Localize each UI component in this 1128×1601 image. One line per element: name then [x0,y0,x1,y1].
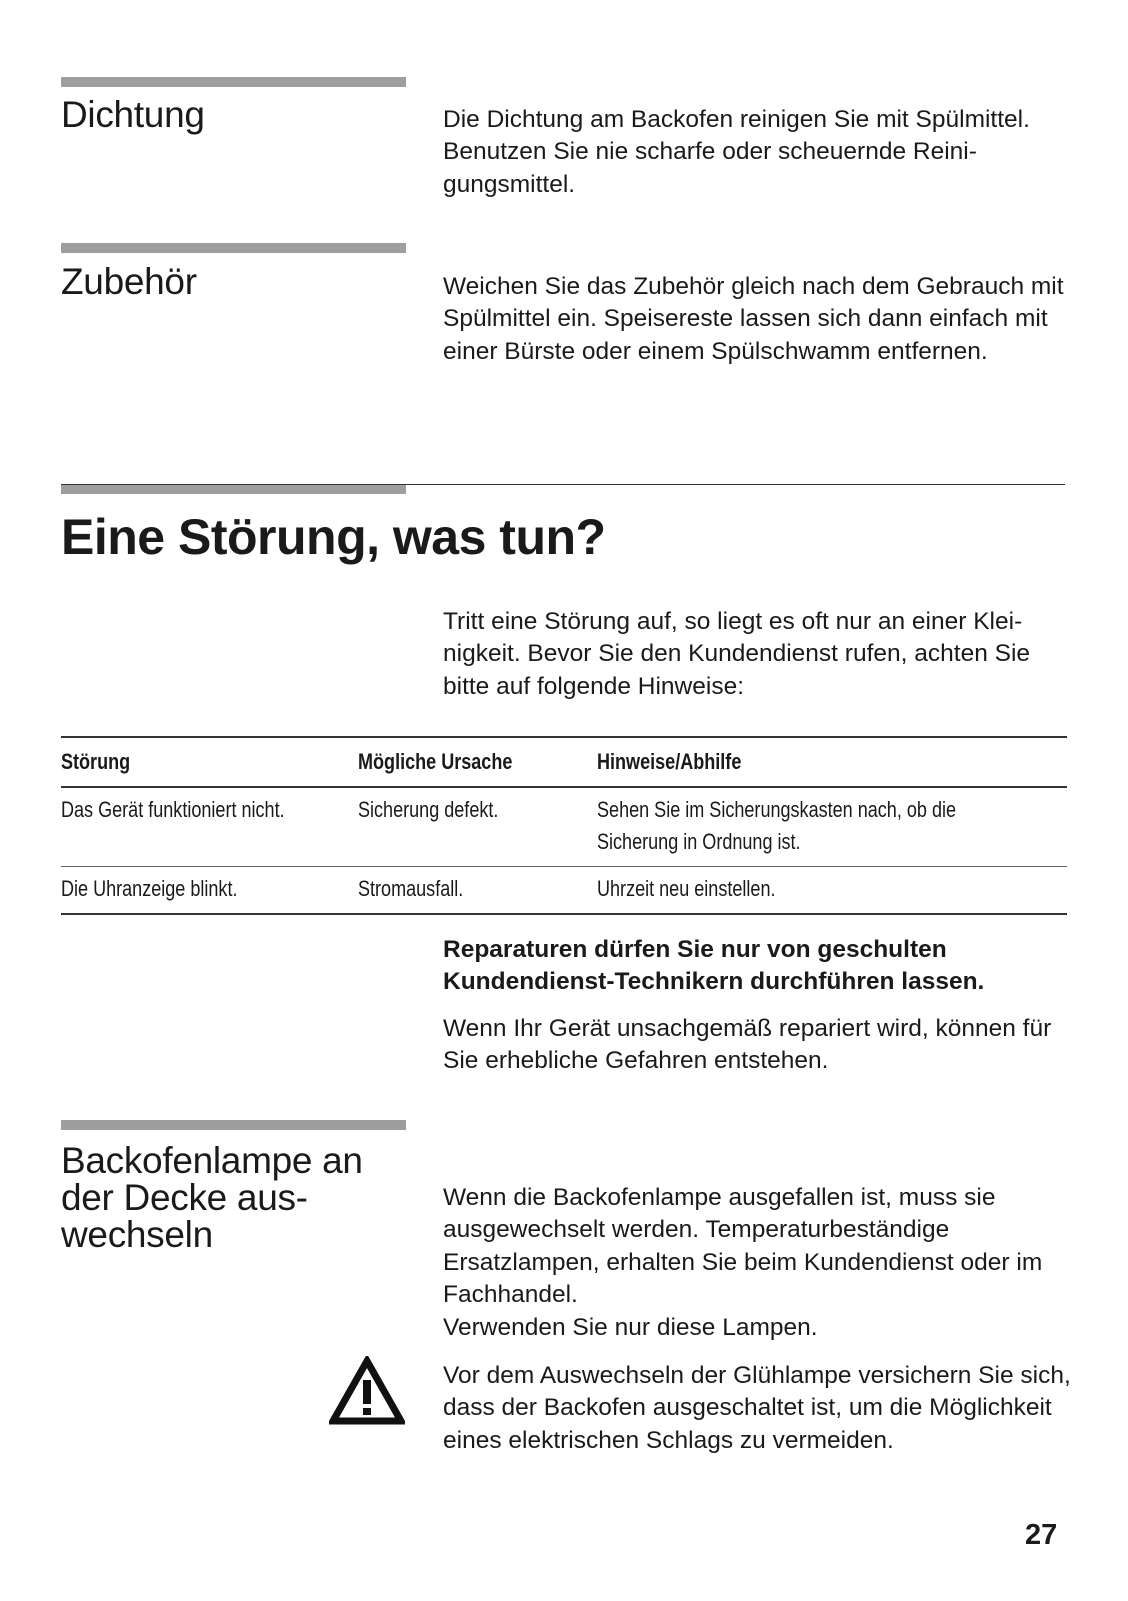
table-header-row [61,737,1067,787]
section-bar-zubehoer [61,243,406,253]
warning-triangle-icon [329,1356,405,1426]
section-body-dichtung: Die Dichtung am Backofen reinigen Sie mit Spülmittel. Benutzen Sie nie scharfe oder scheuernde Reini-gungsmittel. [443,106,1030,198]
section-body-lampe-note: Verwenden Sie nur diese Lampen. [443,1314,818,1341]
page-number: 27 [1025,1519,1058,1551]
section-bar-dichtung [61,77,406,87]
table-cell: Uhrzeit neu einstellen. [597,867,1067,915]
table-row [61,867,1067,915]
stoerung-intro: Tritt eine Störung auf, so liegt es oft nur an einer Klei-nigkeit. Bevor Sie den Kundendienst rufen, achten Sie bitte auf folgende Hinweise: [443,608,1031,700]
section-body-lampe: Wenn die Backofenlampe ausgefallen ist, muss sie ausgewechselt werden. Temperaturbeständige Ersatzlampen, erhalten Sie beim Kundendienst oder im Fachhandel. [443,1184,1043,1309]
troubleshooting-table [61,736,1067,915]
table-cell: Die Uhranzeige blinkt. [61,867,358,915]
repair-warning-text: Wenn Ihr Gerät unsachgemäß repariert wird, können für Sie erhebliche Gefahren entstehen. [443,1015,1052,1075]
table-header-cell: Mögliche Ursache [358,737,597,787]
chapter-title: Eine Störung, was tun? [61,509,606,565]
table-header-cell: Störung [61,737,358,787]
table-cell: Das Gerät funktioniert nicht. [61,787,358,867]
section-title-dichtung: Dichtung [61,94,205,135]
table-cell: Stromausfall. [358,867,597,915]
section-bar-lampe [61,1120,406,1130]
repair-warning-bold: Reparaturen dürfen Sie nur von geschulten Kundendienst-Technikern durchführen lassen. [443,936,985,996]
section-title-zubehoer: Zubehör [61,261,197,302]
section-title-lampe-line: wechseln [61,1214,213,1255]
table-cell: Sehen Sie im Sicherungskasten nach, ob die Sicherung in Ordnung ist. [597,787,1067,867]
section-title-lampe-line: der Decke aus- [61,1177,308,1218]
chapter-bar [61,484,406,494]
section-body-zubehoer: Weichen Sie das Zubehör gleich nach dem Gebrauch mit Spülmittel ein. Speisereste lassen sich dann einfach mit einer Bürste oder einem Spülschwamm entfernen. [443,273,1064,365]
table-header-cell: Hinweise/Abhilfe [597,737,1067,787]
table-cell: Sicherung defekt. [358,787,597,867]
section-title-lampe [61,1142,363,1253]
section-title-lampe-line: Backofenlampe an [61,1140,363,1181]
lamp-warning-text: Vor dem Auswechseln der Glühlampe versichern Sie sich, dass der Backofen ausgeschaltet ist, um die Möglichkeit eines elektrischen Schlags zu vermeiden. [443,1362,1071,1454]
table-row [61,787,1067,867]
chapter-rule [61,484,1065,485]
